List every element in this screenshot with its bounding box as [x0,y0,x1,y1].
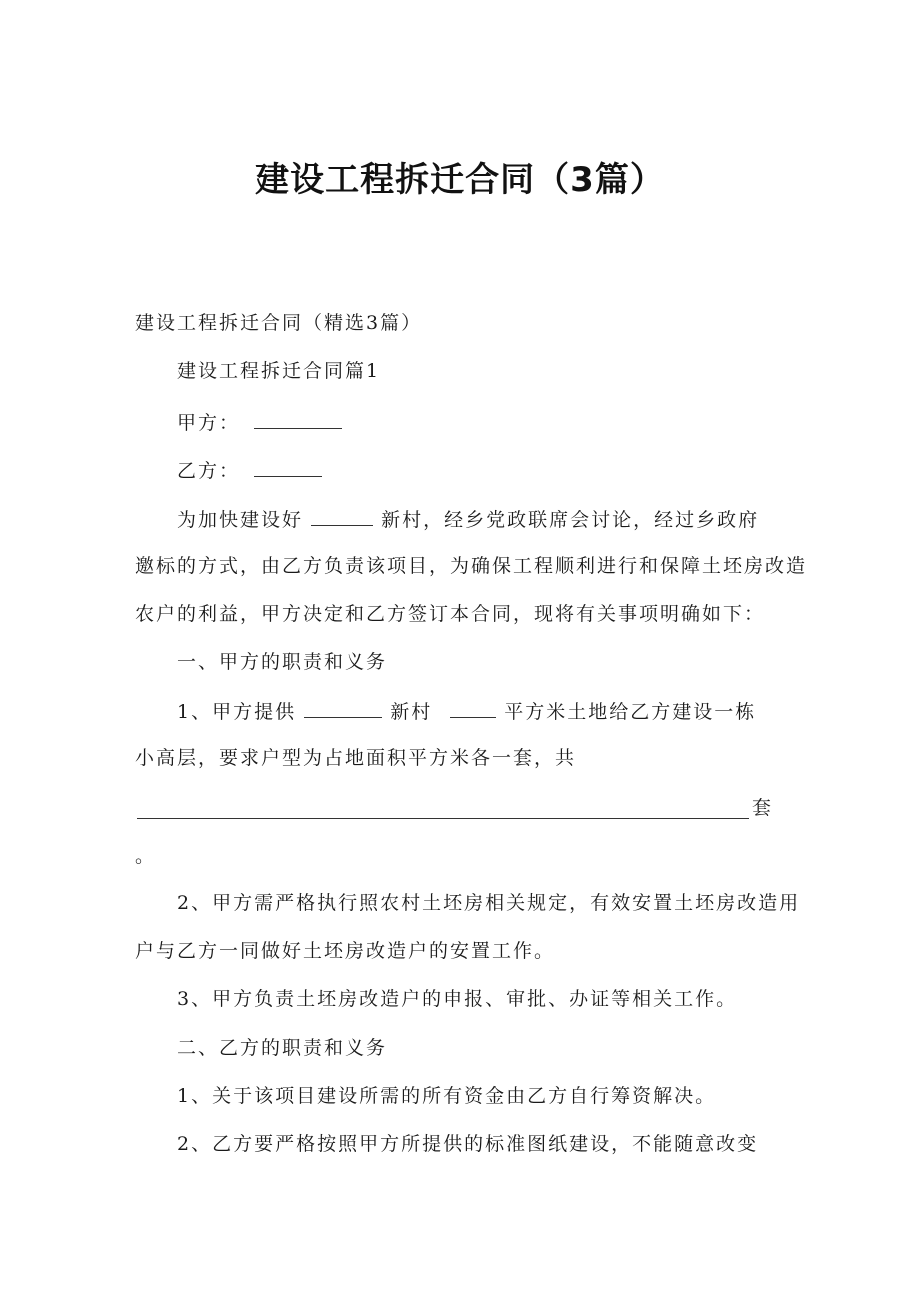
intro-line-1-a: 为加快建设好 [177,509,304,531]
intro-line-1-b: 新村，经乡党政联席会讨论，经过乡政府 [381,509,760,531]
item-1-part-c: 平方米土地给乙方建设一栋 [504,701,757,723]
section-1-item-2-line-1: 2、甲方需严格执行照农村土坯房相关规定，有效安置土坯房改造用 [177,892,801,914]
party-b-blank [254,456,322,477]
section-1-item-1-tail: 套 [752,797,774,819]
section-1-item-3: 3、甲方负责土坯房改造户的申报、审批、办证等相关工作。 [177,988,738,1010]
intro-line-2: 邀标的方式，由乙方负责该项目，为确保工程顺利进行和保障土坯房改造 [135,555,808,577]
village-name-blank [311,505,373,526]
section-1-item-2-line-2: 户与乙方一同做好土坯房改造户的安置工作。 [135,940,556,962]
party-b-line [177,456,322,484]
section-2-heading: 二、乙方的职责和义务 [177,1037,388,1059]
party-b-label: 乙方： [177,460,241,482]
intro-line-3: 农户的利益，甲方决定和乙方签订本合同，现将有关事项明确如下： [135,603,766,625]
party-a-blank [254,408,342,429]
party-a-label: 甲方： [177,412,241,434]
section-1-item-1-line-1 [177,697,756,725]
document-subtitle: 建设工程拆迁合同（精选3篇） [135,312,423,334]
section-2-item-1: 1、关于该项目建设所需的所有资金由乙方自行筹资解决。 [177,1085,717,1107]
section-2-item-2: 2、乙方要严格按照甲方所提供的标准图纸建设，不能随意改变 [177,1133,759,1155]
item-1-part-b: 新村 [390,701,433,723]
section-1-item-1-line-2: 小高层，要求户型为占地面积平方米各一套，共 [135,747,577,769]
party-a-line [177,408,342,436]
section-heading: 建设工程拆迁合同篇1 [177,360,381,382]
item-1-village-blank [304,697,382,718]
intro-line-1 [177,505,759,533]
document-title: 建设工程拆迁合同（3篇） [255,160,665,200]
section-1-heading: 一、甲方的职责和义务 [177,651,388,673]
unit-count-blank [137,818,749,819]
item-1-area-blank [450,697,496,718]
item-1-part-a: 1、甲方提供 [177,701,297,723]
section-1-item-1-period: 。 [135,845,157,867]
